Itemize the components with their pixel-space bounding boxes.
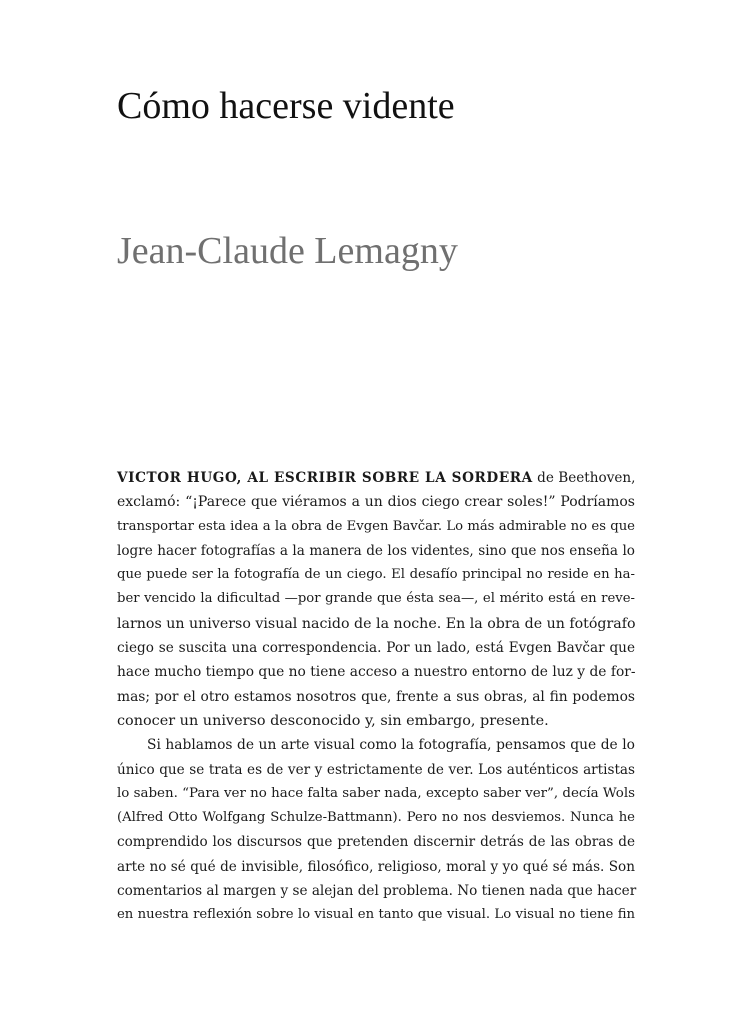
text-line: ciego se suscita una correspondencia. Por un lado, está Evgen Bavčar que xyxy=(117,640,635,657)
text-line: comentarios al margen y se alejan del problema. No tienen nada que hacer xyxy=(117,883,637,900)
text-line: único que se trata es de ver y estrictamente de ver. Los auténticos artistas xyxy=(117,761,635,778)
text-line: exclamó: “¡Parece que viéramos a un dios ciego crear soles!” Podríamos xyxy=(117,494,635,511)
author-name: Jean-Claude Lemagny xyxy=(117,230,458,272)
text-line: lo saben. “Para ver no hace falta saber nada, excepto saber ver”, decía Wols xyxy=(117,785,635,801)
opening-small-caps: VICTOR HUGO, AL ESCRIBIR SOBRE LA SORDERA xyxy=(117,470,533,486)
text-line: Si hablamos de un arte visual como la fotografía, pensamos que de lo xyxy=(147,737,635,754)
text-line: transportar esta idea a la obra de Evgen Bavčar. Lo más admirable no es que xyxy=(117,518,635,534)
text-line: (Alfred Otto Wolfgang Schulze-Battmann). Pero no nos desviemos. Nunca he xyxy=(117,810,635,826)
chapter-title: Cómo hacerse vidente xyxy=(117,85,455,127)
text-line: ber vencido la dificultad —por grande que ésta sea—, el mérito está en reve- xyxy=(117,591,635,607)
text-line: hace mucho tiempo que no tiene acceso a nuestro entorno de luz y de for- xyxy=(117,664,636,681)
text-line: conocer un universo desconocido y, sin embargo, presente. xyxy=(117,712,549,729)
body-text xyxy=(117,466,635,928)
text-line-content: de Beethoven, xyxy=(532,470,636,486)
text-line: logre hacer fotografías a la manera de los videntes, sino que nos enseña lo xyxy=(117,542,635,559)
text-line: arte no sé qué de invisible, filosófico, religioso, moral y yo qué sé más. Son xyxy=(117,858,635,875)
text-line: larnos un universo visual nacido de la noche. En la obra de un fotógrafo xyxy=(117,615,636,632)
text-line: mas; por el otro estamos nosotros que, frente a sus obras, al fin podemos xyxy=(117,688,635,705)
text-line: en nuestra reflexión sobre lo visual en tanto que visual. Lo visual no tiene fin xyxy=(117,907,635,923)
text-line xyxy=(117,466,635,490)
text-line: comprendido los discursos que pretenden discernir detrás de las obras de xyxy=(117,834,635,851)
text-line: que puede ser la fotografía de un ciego. El desafío principal no reside en ha- xyxy=(117,567,635,583)
